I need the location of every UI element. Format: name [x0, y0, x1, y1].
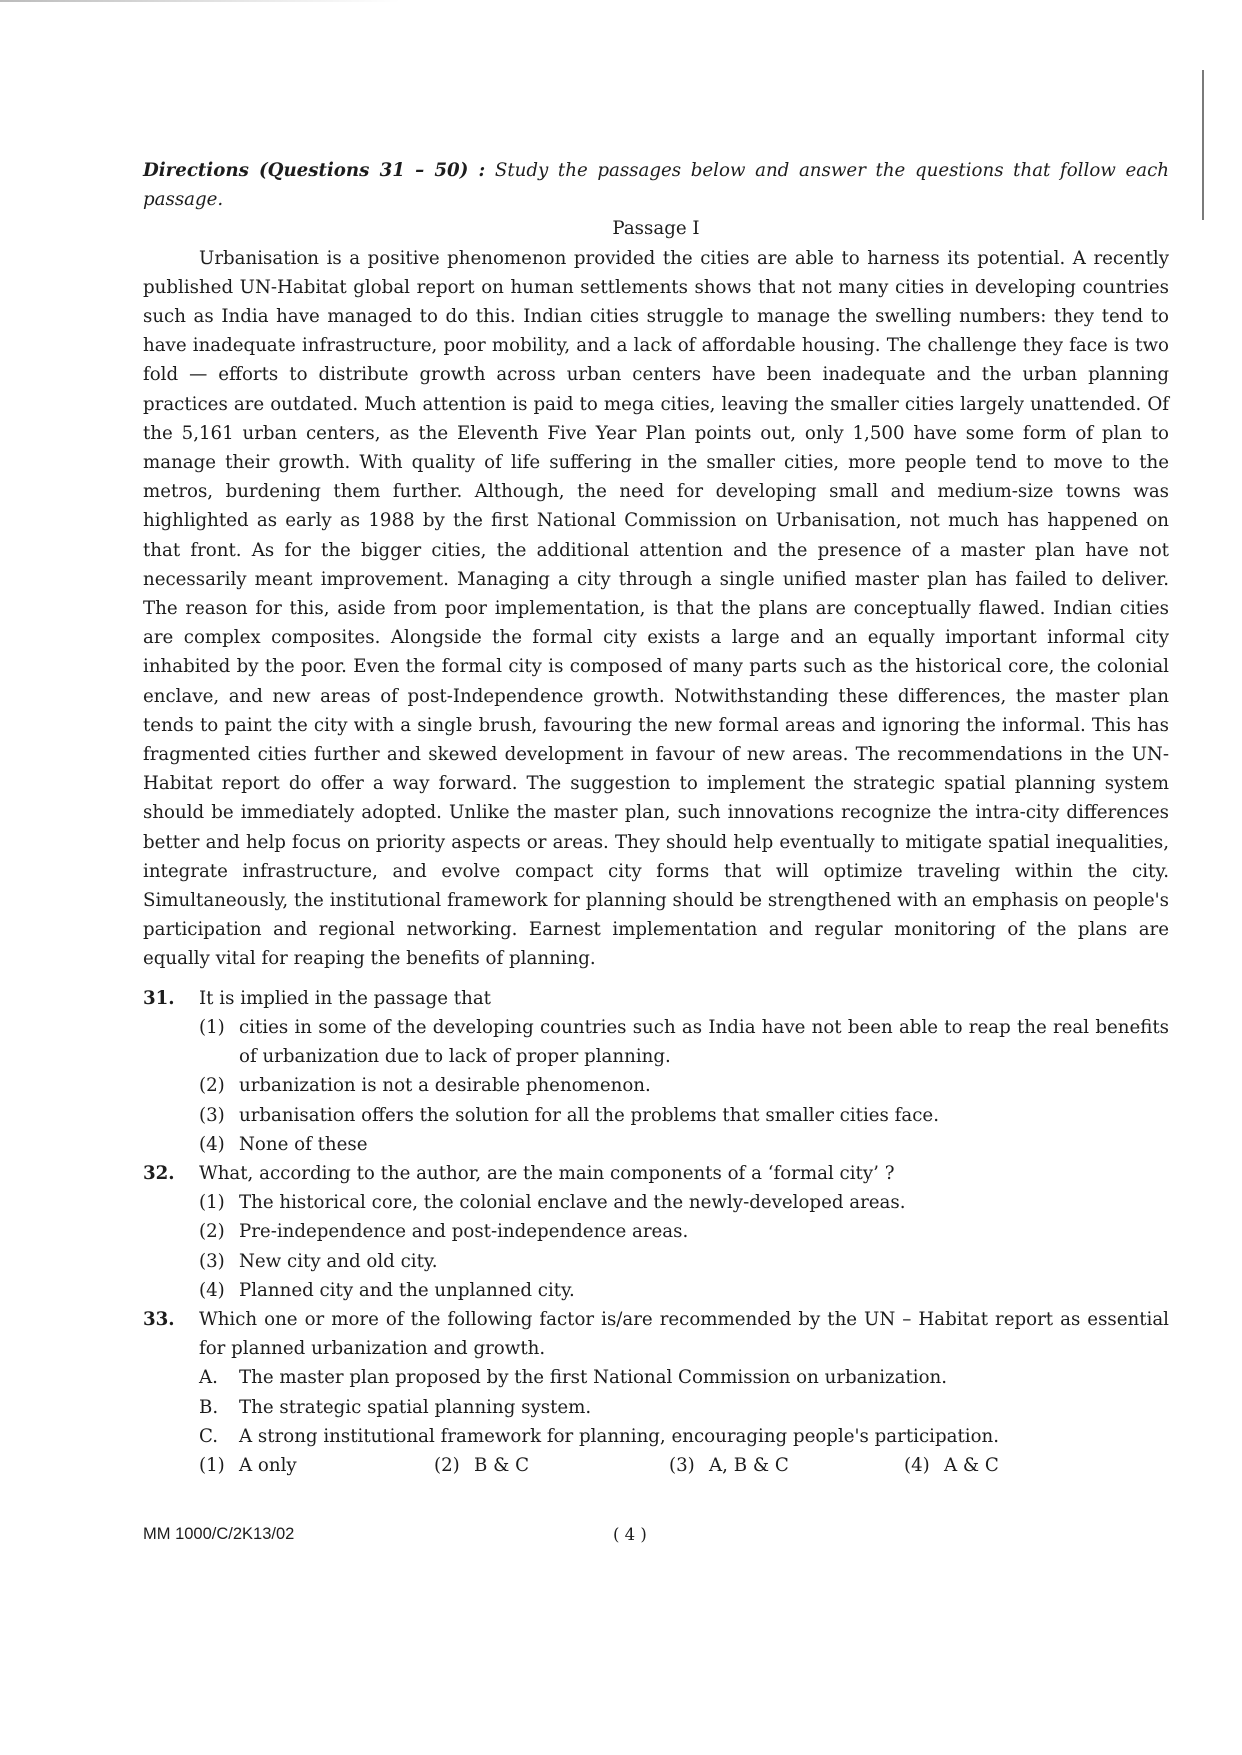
question-number: 32. [143, 1162, 175, 1184]
option-number: (4) [904, 1454, 930, 1476]
option-text: Planned city and the unplanned city. [239, 1279, 575, 1301]
option-text: urbanization is not a desirable phenomenon. [239, 1075, 651, 1097]
option-number: (1) [199, 1016, 225, 1038]
option-text: cities in some of the developing countries such as India have not been able to reap the real benefits of urbanization due to lack of proper planning. [239, 1016, 1169, 1068]
option-number: (3) [669, 1454, 695, 1476]
directions-lead: Directions (Questions 31 – 50) : [143, 160, 486, 181]
option-number: (4) [199, 1279, 225, 1301]
passage-body: Urbanisation is a positive phenomenon provided the cities are able to harness its potential. A recently published UN-Habitat global report on human settlements shows that not many cities in developing countries such as India have managed to do this. Indian cities struggle to manage the swelling numbers: they tend to have inadequate infrastructure, poor mobility, and a lack of affordable housing. The challenge they face is two fold — efforts to distribute growth across urban centers have been inadequate and the urban planning practices are outdated. Much attention is paid to mega cities, leaving the smaller cities largely unattended. Of the 5,161 urban centers, as the Eleventh Five Year Plan points out, only 1,500 have some form of plan to manage their growth. With quality of life suffering in the smaller cities, more people tend to move to the metros, burdening them further. Although, the need for developing small and medium-size towns was highlighted as early as 1988 by the first National Commission on Urbanisation, not much has happened on that front. As for the bigger cities, the additional attention and the presence of a master plan have not necessarily meant improvement. Managing a city through a single unified master plan has failed to deliver. The reason for this, aside from poor implementation, is that the plans are conceptually flawed. Indian cities are complex composites. Alongside the formal city exists a large and an equally important informal city inhabited by the poor. Even the formal city is composed of many parts such as the historical core, the colonial enclave, and new areas of post-Independence growth. Notwithstanding these differences, the master plan tends to paint the city with a single brush, favouring the new formal areas and ignoring the informal. This has fragmented cities further and skewed development in favour of new areas. The recommendations in the UN-Habitat report do offer a way forward. The suggestion to implement the strategic spatial planning system should be immediately adopted. Unlike the master plan, such innovations recognize the intra-city differences better and help focus on priority aspects or areas. They should help eventually to mitigate spatial inequalities, integrate infrastructure, and evolve compact city forms that will optimize traveling within the city. Simultaneously, the institutional framework for planning should be strengthened with an emphasis on people's participation and regional networking. Earnest implementation and regular monitoring of the plans are equally vital for reaping the benefits of planning. [143, 247, 1169, 970]
option-number: (2) [199, 1221, 225, 1243]
statement-text: A strong institutional framework for planning, encouraging people's participation. [239, 1425, 1000, 1447]
statement-text: The master plan proposed by the first National Commission on urbanization. [239, 1367, 948, 1389]
directions [143, 156, 1169, 214]
option-text: A only [239, 1454, 297, 1476]
statement-text: The strategic spatial planning system. [239, 1396, 592, 1418]
option-number: (3) [199, 1250, 225, 1272]
question-text: It is implied in the passage that [199, 987, 491, 1009]
scan-edge-top [0, 0, 400, 2]
question-number: 33. [143, 1308, 175, 1330]
statement-letter: B. [199, 1396, 219, 1418]
passage-title: Passage I [612, 218, 700, 240]
question-text: Which one or more of the following factor is/are recommended by the UN – Habitat report as essential for planned urbanization and growth. [199, 1308, 1169, 1360]
answer-option [199, 1071, 1169, 1100]
option-number: (2) [434, 1454, 460, 1476]
answer-option [199, 1217, 1169, 1246]
question-32 [143, 1159, 1169, 1305]
answer-option [199, 1130, 1169, 1159]
option-text: Pre-independence and post-independence areas. [239, 1221, 689, 1243]
answer-option [199, 1247, 1169, 1276]
page-number: ( 4 ) [613, 1525, 647, 1544]
option-text: New city and old city. [239, 1250, 438, 1272]
question-33 [143, 1305, 1169, 1480]
statement-item [199, 1393, 1169, 1422]
answer-options-row [199, 1451, 1169, 1480]
option-text: A, B & C [709, 1454, 789, 1476]
answer-option [904, 1451, 1139, 1480]
option-text: A & C [944, 1454, 999, 1476]
option-number: (1) [199, 1192, 225, 1214]
statement-letter: A. [199, 1367, 218, 1389]
statement-letter: C. [199, 1425, 219, 1447]
option-number: (4) [199, 1133, 225, 1155]
option-number: (1) [199, 1454, 225, 1476]
answer-option [199, 1276, 1169, 1305]
statement-item [199, 1422, 1169, 1451]
question-31 [143, 984, 1169, 1159]
directions-text: Study the passages below and answer the questions that follow each passage. [143, 160, 1169, 211]
option-number: (2) [199, 1075, 225, 1097]
option-text: The historical core, the colonial enclave and the newly-developed areas. [239, 1192, 906, 1214]
exam-page [143, 156, 1169, 1480]
answer-option [434, 1451, 669, 1480]
option-text: None of these [239, 1133, 368, 1155]
answer-option [199, 1101, 1169, 1130]
question-number: 31. [143, 987, 175, 1009]
answer-option [199, 1188, 1169, 1217]
answer-option [199, 1451, 434, 1480]
answer-option [669, 1451, 904, 1480]
statement-item [199, 1363, 1169, 1392]
option-text: B & C [474, 1454, 530, 1476]
paper-code: MM 1000/C/2K13/02 [143, 1525, 295, 1543]
question-text: What, according to the author, are the main components of a ‘formal city’ ? [199, 1162, 895, 1184]
option-number: (3) [199, 1104, 225, 1126]
scan-edge-right [1202, 70, 1204, 220]
answer-option [199, 1013, 1169, 1071]
option-text: urbanisation offers the solution for all the problems that smaller cities face. [239, 1104, 939, 1126]
